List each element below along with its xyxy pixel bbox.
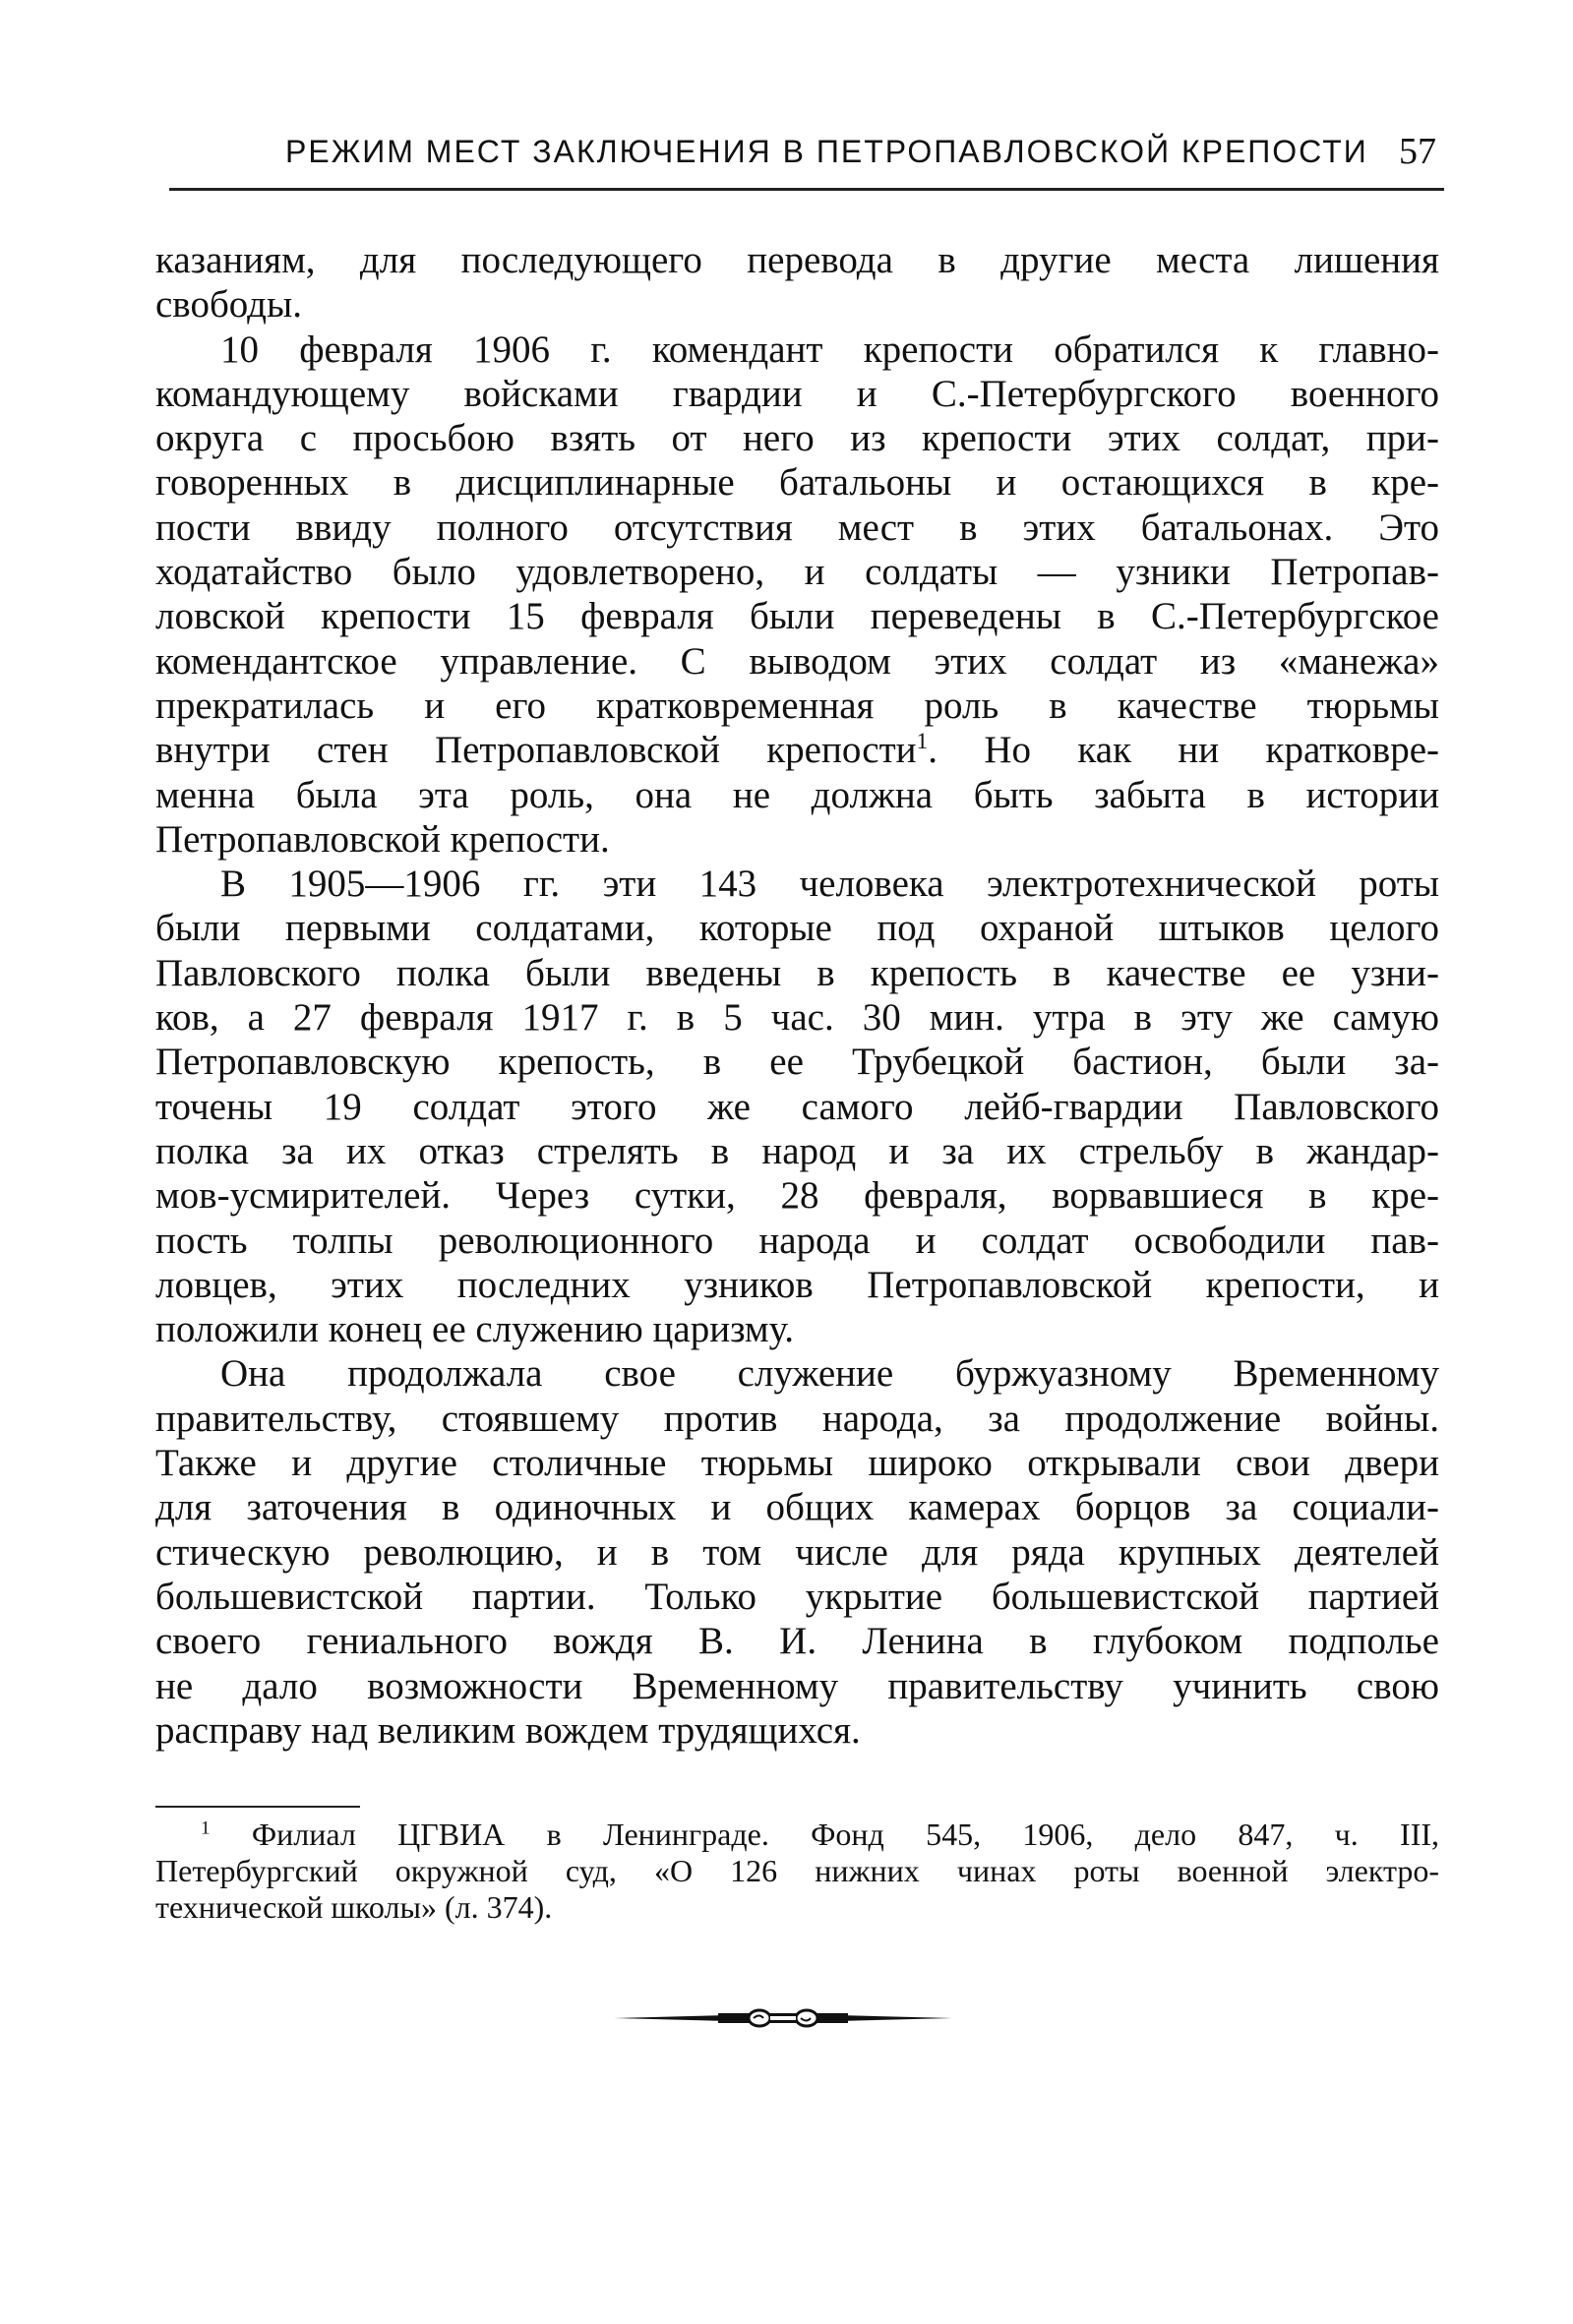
text-line: мов-усмирителей. Через сутки, 28 февраля, ворвавшиеся в кре- <box>155 1174 1439 1218</box>
footnote-line: Петербургский окружной суд, «О 126 нижних чинах роты военной электро- <box>155 1853 1439 1888</box>
text-line: свободы. <box>155 283 302 327</box>
text-line: менна была эта роль, она не должна быть забыта в истории <box>155 773 1439 816</box>
text-line: большевистской партии. Только укрытие большевистской партией <box>155 1575 1439 1618</box>
text-line: расправу над великим вождем трудящихся. <box>155 1708 861 1752</box>
text-line: Она продолжала свое служение буржуазному Временному <box>220 1352 1439 1396</box>
footnote-line: технической школы» (л. 374). <box>155 1889 553 1925</box>
text-line: своего гениального вождя В. И. Ленина в глубоком подполье <box>155 1620 1439 1663</box>
text-line: для заточения в одиночных и общих камерах борцов за социали- <box>155 1486 1439 1529</box>
text-line: положили конец ее служению царизму. <box>155 1308 794 1351</box>
text-line: не дало возможности Временному правительству учинить свою <box>155 1664 1439 1707</box>
footnote-rule <box>155 1806 360 1808</box>
text-line: 10 февраля 1906 г. комендант крепости обратился к главно- <box>220 328 1439 371</box>
text-line: пости ввиду полного отсутствия мест в этих батальонах. Это <box>155 506 1439 549</box>
text-line: командующему войсками гвардии и С.-Петербургского военного <box>155 372 1439 415</box>
text-line: говоренных в дисциплинарные батальоны и остающихся в кре- <box>155 461 1439 505</box>
text-line: точены 19 солдат этого же самого лейб-гвардии Павловского <box>155 1085 1439 1128</box>
text-line: стическую революцию, и в том числе для ряда крупных деятелей <box>155 1530 1439 1574</box>
text-line: ловцев, этих последних узников Петропавловской крепости, и <box>155 1263 1439 1306</box>
decorative-flourish-icon <box>610 2004 956 2032</box>
footnote-marker: 1 <box>201 1817 211 1839</box>
text-line: комендантское управление. С выводом этих солдат из «манежа» <box>155 639 1439 683</box>
text-line: правительству, стоявшему против народа, за продолжение войны. <box>155 1397 1439 1440</box>
text-line: Петропавловской крепости. <box>155 817 610 861</box>
text-line: округа с просьбою взять от него из крепости этих солдат, при- <box>155 417 1439 460</box>
text-line: ловской крепости 15 февраля были переведены в С.-Петербургское <box>155 595 1439 638</box>
text-line: Павловского полка были введены в крепость в качестве ее узни- <box>155 951 1439 994</box>
text-segment: . Но как ни кратковре- <box>928 729 1439 772</box>
text-line: казаниям, для последующего перевода в другие места лишения <box>155 239 1439 281</box>
footnote <box>155 1817 1439 1926</box>
footnote-reference: 1 <box>916 729 929 755</box>
page-header <box>169 126 1444 187</box>
body-text <box>155 238 1439 1753</box>
footnote-line <box>155 1817 1439 1853</box>
running-title: РЕЖИМ МЕСТ ЗАКЛЮЧЕНИЯ В ПЕТРОПАВЛОВСКОЙ КРЕПОСТИ <box>285 134 1368 169</box>
text-line: В 1905—1906 гг. эти 143 человека электротехнической роты <box>220 863 1439 906</box>
text-line: ков, а 27 февраля 1917 г. в 5 час. 30 мин. утра в эту же самую <box>155 996 1439 1040</box>
header-rule <box>169 188 1444 191</box>
text-line: полка за их отказ стрелять в народ и за их стрельбу в жандар- <box>155 1129 1439 1172</box>
text-line-with-footnote <box>155 728 1439 772</box>
page-number: 57 <box>1399 131 1436 172</box>
text-line: пость толпы революционного народа и солдат освободили пав- <box>155 1219 1439 1262</box>
text-line: Петропавловскую крепость, в ее Трубецкой бастион, были за- <box>155 1041 1439 1084</box>
text-line: прекратилась и его кратковременная роль в качестве тюрьмы <box>155 684 1439 727</box>
footnote-text: Филиал ЦГВИА в Ленинграде. Фонд 545, 1906, дело 847, ч. III, <box>251 1817 1439 1852</box>
text-line: были первыми солдатами, которые под охраной штыков целого <box>155 907 1439 950</box>
text-line: Также и другие столичные тюрьмы широко открывали свои двери <box>155 1442 1439 1485</box>
text-segment: внутри стен Петропавловской крепости <box>155 729 917 772</box>
text-line: ходатайство было удовлетворено, и солдаты — узники Петропав- <box>155 551 1439 594</box>
